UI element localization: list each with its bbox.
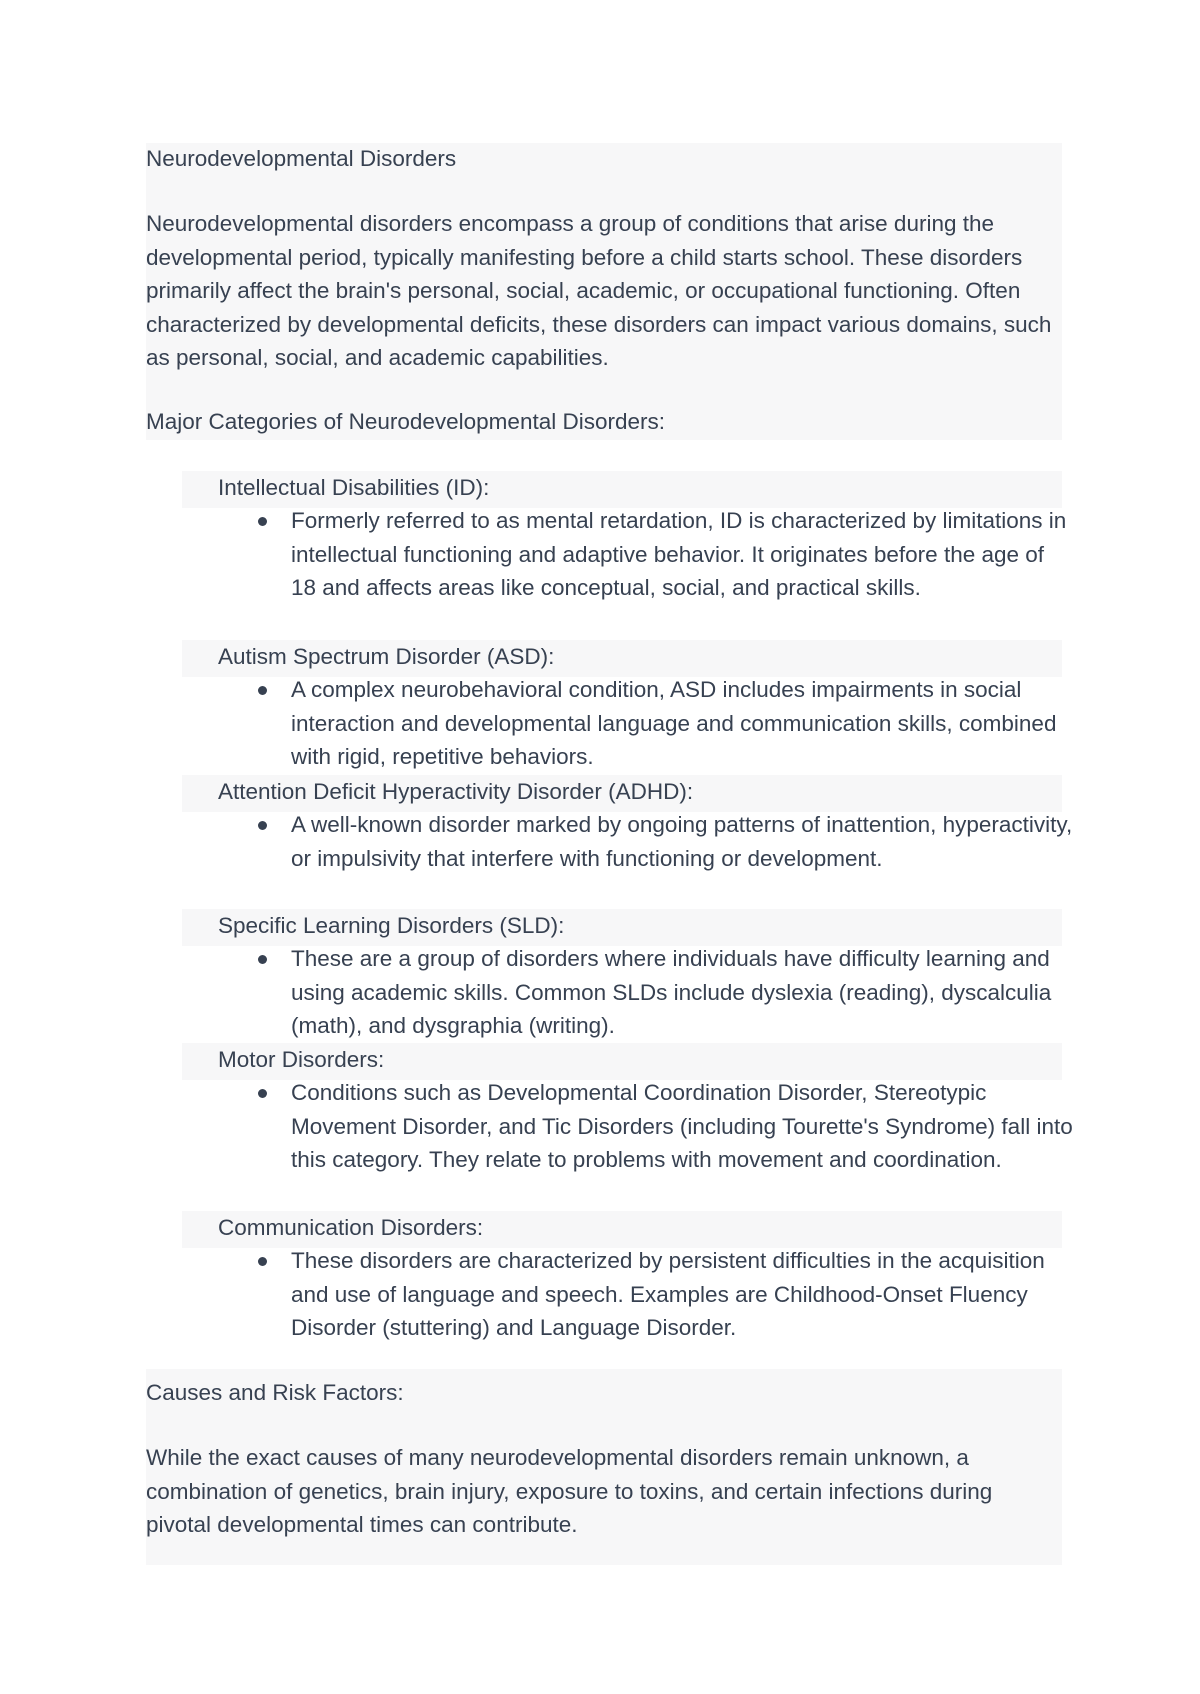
- bullet-dot-icon: [258, 686, 267, 695]
- list-item: [254, 942, 1074, 1043]
- categories-heading: Major Categories of Neurodevelopmental Disorders:: [146, 409, 665, 434]
- list-item-text: A well-known disorder marked by ongoing patterns of inattention, hyperactivity, or impulsivity that interfere with functioning or development.: [291, 812, 1073, 871]
- list-item: [254, 1076, 1074, 1177]
- list-item-text: Formerly referred to as mental retardation, ID is characterized by limitations in intellectual functioning and adaptive behavior. It originates before the age of 18 and affects areas like conceptual, social, and practical skills.: [291, 508, 1067, 600]
- list-item: [254, 1244, 1074, 1345]
- category-title: Specific Learning Disorders (SLD):: [218, 913, 565, 938]
- category-title: Communication Disorders:: [218, 1215, 484, 1240]
- bullet-dot-icon: [258, 517, 267, 526]
- category-title: Motor Disorders:: [218, 1047, 385, 1072]
- bullet-dot-icon: [258, 1257, 267, 1266]
- category-title: Intellectual Disabilities (ID):: [218, 475, 490, 500]
- document-title: Neurodevelopmental Disorders: [146, 146, 457, 171]
- causes-paragraph: While the exact causes of many neurodevelopmental disorders remain unknown, a combination of genetics, brain injury, exposure to toxins, and certain infections during pivotal developmental times can contribute.: [146, 1445, 993, 1537]
- list-item: [254, 504, 1074, 605]
- intro-paragraph: Neurodevelopmental disorders encompass a group of conditions that arise during the developmental period, typically manifesting before a child starts school. These disorders primarily affect the brain's personal, social, academic, or occupational functioning. Often characterized by developmental deficits, these disorders can impact various domains, such as personal, social, and academic capabilities.: [146, 211, 1052, 370]
- list-item-text: These are a group of disorders where individuals have difficulty learning and using academic skills. Common SLDs include dyslexia (reading), dyscalculia (math), and dysgraphia (writing).: [291, 946, 1052, 1038]
- list-item: [254, 808, 1074, 875]
- bullet-dot-icon: [258, 955, 267, 964]
- list-item-text: Conditions such as Developmental Coordination Disorder, Stereotypic Movement Disorder, and Tic Disorders (including Tourette's Syndrome) fall into this category. They relate to problems with movement and coordination.: [291, 1080, 1073, 1172]
- list-item: [254, 673, 1074, 774]
- bullet-dot-icon: [258, 821, 267, 830]
- category-title: Attention Deficit Hyperactivity Disorder (ADHD):: [218, 779, 694, 804]
- bullet-dot-icon: [258, 1089, 267, 1098]
- causes-heading: Causes and Risk Factors:: [146, 1380, 404, 1405]
- list-item-text: These disorders are characterized by persistent difficulties in the acquisition and use of language and speech. Examples are Childhood-Onset Fluency Disorder (stuttering) and Language Disorder.: [291, 1248, 1045, 1340]
- category-title: Autism Spectrum Disorder (ASD):: [218, 644, 555, 669]
- list-item-text: A complex neurobehavioral condition, ASD includes impairments in social interaction and developmental language and communication skills, combined with rigid, repetitive behaviors.: [291, 677, 1057, 769]
